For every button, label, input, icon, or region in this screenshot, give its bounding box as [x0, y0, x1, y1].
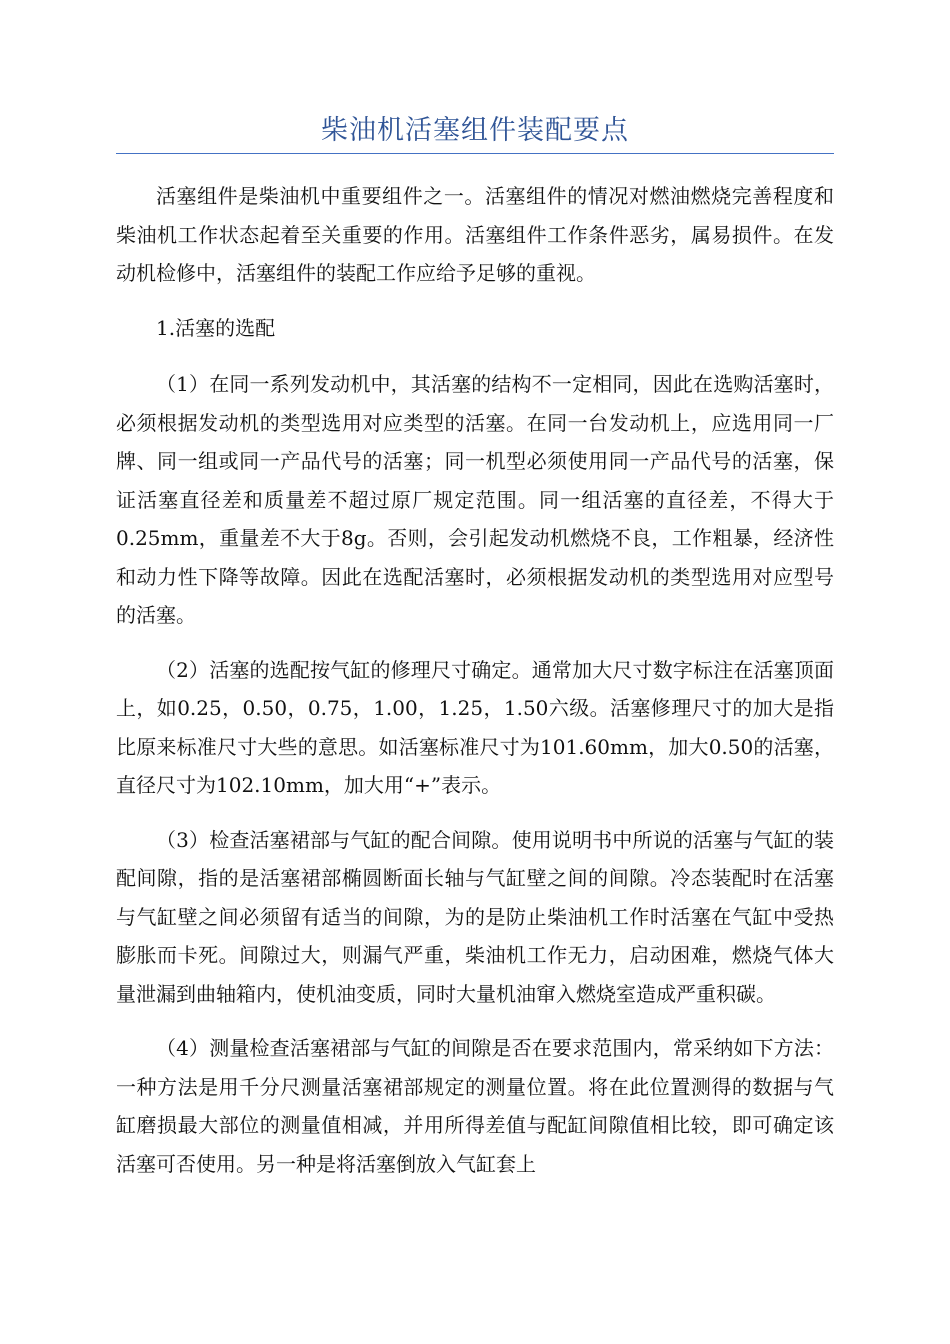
paragraph-item-4: （4）测量检查活塞裙部与气缸的间隙是否在要求范围内，常采纳如下方法：一种方法是用千分尺测量活塞裙部规定的测量位置。将在此位置测得的数据与气缸磨损最大部位的测量值相减，并用所得差值与配缸间隙值相比较，即可确定该活塞可否使用。另一种是将活塞倒放入气缸套上: [116, 1036, 834, 1176]
paragraph-item-2: （2）活塞的选配按气缸的修理尺寸确定。通常加大尺寸数字标注在活塞顶面上，如0.25，0.50，0.75，1.00，1.25，1.50六级。活塞修理尺寸的加大是指比原来标准尺寸大些的意思。如活塞标准尺寸为101.60mm，加大0.50的活塞，直径尺寸为102.10mm，加大用“+”表示。: [116, 657, 834, 797]
section-heading-piston-selection: 1.活塞的选配: [156, 315, 276, 340]
paragraph-intro: 活塞组件是柴油机中重要组件之一。活塞组件的情况对燃油燃烧完善程度和柴油机工作状态起着至关重要的作用。活塞组件工作条件恶劣，属易损件。在发动机检修中，活塞组件的装配工作应给予足够的重视。: [116, 184, 834, 285]
title-underline: [116, 153, 834, 154]
document-title: 柴油机活塞组件装配要点: [321, 115, 629, 146]
paragraph-item-1: （1）在同一系列发动机中，其活塞的结构不一定相同，因此在选购活塞时，必须根据发动机的类型选用对应类型的活塞。在同一台发动机上，应选用同一厂牌、同一组或同一产品代号的活塞；同一机型必须使用同一产品代号的活塞，保证活塞直径差和质量差不超过原厂规定范围。同一组活塞的直径差，不得大于0.25mm，重量差不大于8g。否则，会引起发动机燃烧不良，工作粗暴，经济性和动力性下降等故障。因此在选配活塞时，必须根据发动机的类型选用对应型号的活塞。: [116, 372, 834, 627]
document-body: [116, 177, 834, 1199]
paragraph-item-3: （3）检查活塞裙部与气缸的配合间隙。使用说明书中所说的活塞与气缸的装配间隙，指的是活塞裙部椭圆断面长轴与气缸壁之间的间隙。冷态装配时在活塞与气缸壁之间必须留有适当的间隙，为的是防止柴油机工作时活塞在气缸中受热膨胀而卡死。间隙过大，则漏气严重，柴油机工作无力，启动困难，燃烧气体大量泄漏到曲轴箱内，使机油变质，同时大量机油窜入燃烧室造成严重积碳。: [116, 827, 834, 1006]
